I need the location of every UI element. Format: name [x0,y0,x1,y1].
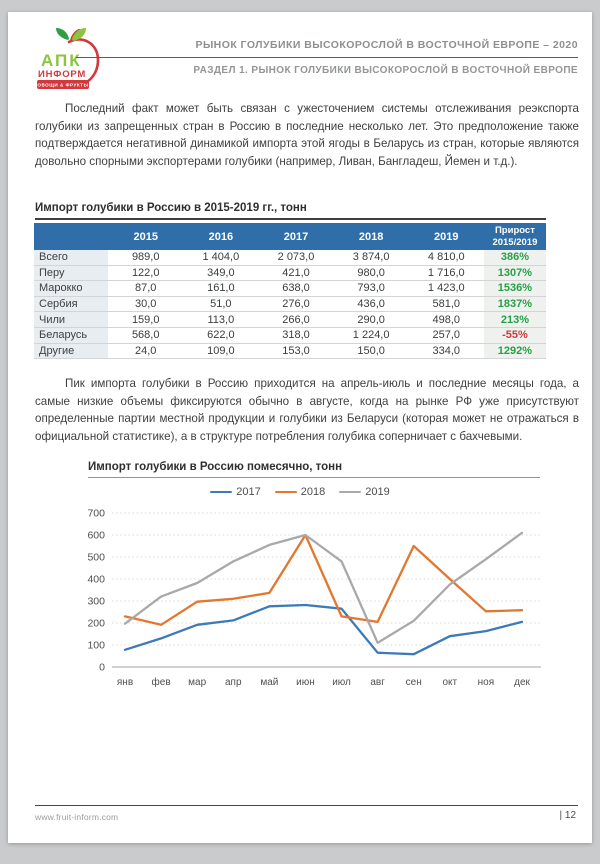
x-axis-tick-label: май [260,677,279,688]
value-cell: 24,0 [108,343,183,359]
x-axis-tick-label: окт [442,677,458,688]
report-title: РЫНОК ГОЛУБИКИ ВЫСОКОРОСЛОЙ В ВОСТОЧНОЙ ЕВРОПЕ – 2020 [195,39,578,51]
value-cell: 3 874,0 [334,250,409,265]
x-axis-tick-label: дек [514,677,530,688]
legend-swatch [275,491,297,494]
footer-url: www.fruit-inform.com [35,812,119,822]
legend-swatch [210,491,232,494]
value-cell: 568,0 [108,327,183,343]
x-axis-tick-label: сен [405,677,422,688]
x-axis-tick-label: мар [188,677,207,688]
table-col-header-2018: 2018 [334,223,409,250]
table-col-header-2015: 2015 [108,223,183,250]
value-cell: 980,0 [334,265,409,281]
value-cell: 276,0 [258,296,333,312]
legend-item-2018 [275,486,325,498]
x-axis-tick-label: июл [332,677,351,688]
row-label: Перу [34,265,108,281]
value-cell: 1 716,0 [409,265,484,281]
value-cell: 793,0 [334,281,409,297]
table-title: Импорт голубики в Россию в 2015-2019 гг., тонн [35,202,546,220]
document-page [8,12,592,843]
chart-title: Импорт голубики в Россию помесячно, тонн [88,461,540,478]
x-axis-tick-label: ноя [477,677,495,688]
value-cell: 51,0 [183,296,258,312]
logo-ribbon-text: ОВОЩИ & ФРУКТЫ [37,82,89,88]
legend-item-2017 [210,486,260,498]
value-cell: 622,0 [183,327,258,343]
chart-legend [8,484,592,500]
growth-cell: 213% [484,312,546,328]
row-label: Всего [34,250,108,265]
table-row [34,250,546,265]
legend-label: 2019 [365,486,390,498]
table-row [34,281,546,297]
value-cell: 266,0 [258,312,333,328]
value-cell: 349,0 [183,265,258,281]
paragraph-text: Пик импорта голубики в Россию приходится на апрель-июль и последние месяцы года, а самые низкие объемы фиксируются обычно в августе, когда на рынке РФ уже присутствуют определенные партии местной продукции и голубики из Беларуси (которая может не отражаться в официальной статистике), а в структуре потребления голубика соперничает с бахчевыми. [35,377,579,443]
apk-inform-logo [22,25,118,95]
y-axis-tick-label: 500 [87,551,105,564]
value-cell: 318,0 [258,327,333,343]
growth-cell: 1536% [484,281,546,297]
series-line-2019 [125,533,522,643]
paragraph-peak [35,375,579,445]
logo-text-inform: ИНФОРМ [38,69,87,80]
x-axis-tick-label: июн [296,677,315,688]
footer-divider [35,805,578,806]
y-axis-tick-label: 700 [87,507,105,520]
paragraph-text: Последний факт может быть связан с ужесточением системы отслеживания реэкспорта голубики из запрещенных стран в Россию в последние несколько лет. Это предположение также подтверждается негативной динамикой импорта этой ягоды в Беларусь из стран, которые являются довольно спорными экспортерами голубики (например, Ливан, Бангладеш, Йемен и т.д.). [35,102,579,168]
value-cell: 334,0 [409,343,484,359]
value-cell: 290,0 [334,312,409,328]
value-cell: 257,0 [409,327,484,343]
value-cell: 638,0 [258,281,333,297]
table-col-header-2016: 2016 [183,223,258,250]
y-axis-tick-label: 0 [99,661,105,674]
row-label: Марокко [34,281,108,297]
value-cell: 4 810,0 [409,250,484,265]
table-row [34,312,546,328]
value-cell: 989,0 [108,250,183,265]
value-cell: 1 224,0 [334,327,409,343]
value-cell: 581,0 [409,296,484,312]
header-divider [76,57,578,58]
row-label: Беларусь [34,327,108,343]
legend-item-2019 [339,486,389,498]
table-corner-cell [34,223,108,250]
x-axis-tick-label: апр [224,677,242,688]
value-cell: 1 423,0 [409,281,484,297]
x-axis-tick-label: авг [370,677,385,688]
table-row [34,265,546,281]
paragraph-reexport [35,100,579,170]
y-axis-tick-label: 300 [87,595,105,608]
y-axis-tick-label: 600 [87,529,105,542]
y-axis-tick-label: 100 [87,639,105,652]
value-cell: 161,0 [183,281,258,297]
value-cell: 122,0 [108,265,183,281]
growth-cell: -55% [484,327,546,343]
value-cell: 30,0 [108,296,183,312]
value-cell: 2 073,0 [258,250,333,265]
value-cell: 159,0 [108,312,183,328]
legend-label: 2017 [236,486,261,498]
table-col-header-2019: 2019 [409,223,484,250]
value-cell: 436,0 [334,296,409,312]
growth-cell: 1292% [484,343,546,359]
growth-cell: 386% [484,250,546,265]
value-cell: 421,0 [258,265,333,281]
value-cell: 113,0 [183,312,258,328]
table-row [34,343,546,359]
report-subtitle: РАЗДЕЛ 1. РЫНОК ГОЛУБИКИ ВЫСОКОРОСЛОЙ В ВОСТОЧНОЙ ЕВРОПЕ [193,65,578,76]
value-cell: 1 404,0 [183,250,258,265]
table-col-header-growth: Прирост 2015/2019 [484,223,546,250]
y-axis-tick-label: 200 [87,617,105,630]
growth-cell: 1837% [484,296,546,312]
logo-text-apk: АПК [41,51,82,70]
monthly-imports-line-chart [8,504,592,699]
legend-swatch [339,491,361,494]
x-axis-tick-label: фев [151,677,171,688]
table-row [34,296,546,312]
table-header [34,223,546,250]
table-col-header-2017: 2017 [258,223,333,250]
x-axis-tick-label: янв [116,677,134,688]
value-cell: 150,0 [334,343,409,359]
value-cell: 109,0 [183,343,258,359]
imports-table [34,223,546,359]
y-axis-tick-label: 400 [87,573,105,586]
table-row [34,327,546,343]
value-cell: 498,0 [409,312,484,328]
page-number: | 12 [559,810,576,821]
growth-cell: 1307% [484,265,546,281]
row-label: Чили [34,312,108,328]
row-label: Сербия [34,296,108,312]
legend-label: 2018 [300,486,326,498]
row-label: Другие [34,343,108,359]
value-cell: 87,0 [108,281,183,297]
series-line-2017 [125,605,522,654]
value-cell: 153,0 [258,343,333,359]
